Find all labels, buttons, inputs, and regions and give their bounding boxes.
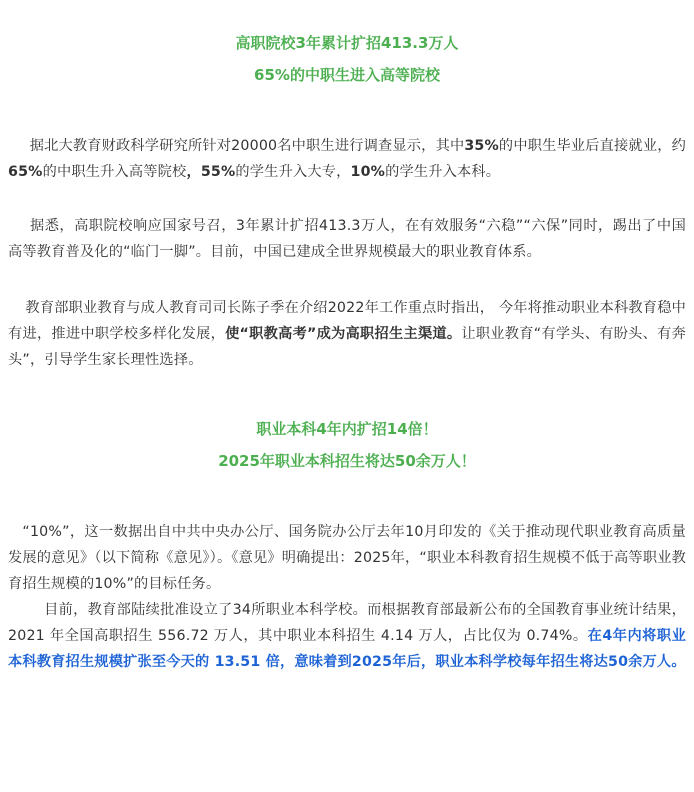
paragraph-survey: [8, 133, 686, 185]
paragraph-ministry: [8, 295, 686, 373]
paragraph-expansion: [8, 213, 686, 265]
section-heading-2: [8, 413, 686, 477]
para5-blue-highlight: 在4年内将职业本科教育招生规模扩张至今天的 13.51 倍，意味着到2025年后，职业本科学校每年招生将达50余万人。: [8, 628, 686, 670]
para1-bold-55: ，55%: [186, 164, 236, 180]
para1-text-5: 的学生升入本科。: [385, 164, 501, 180]
para1-bold-10: 10%: [350, 164, 386, 180]
para4-text: “10%”，这一数据出自中共中央办公厅、国务院办公厅去年10月印发的《关于推动现代职业教育高质量发展的意见》（以下简称《意见》）。《意见》明确提出：2025年，“职业本科教育招生规模不低于高等职业教育招生规模的10%”的目标任务。: [8, 524, 686, 592]
section-heading-1-line2: 65%的中职生进入高等院校: [254, 66, 440, 84]
para3-bold: 使“职教高考”成为高职招生主渠道。: [225, 326, 462, 342]
para3-text-1: 教育部职业教育与成人教育司司长陈子季在介绍2022年工作重点时指出， 今年将推动职业本科教育稳中有进，推进中职学校多样化发展，: [8, 300, 686, 342]
section-heading-1: [8, 0, 686, 91]
para5-text: 目前，教育部陆续批准设立了34所职业本科学校。而根据教育部最新公布的全国教育事业统计结果，2021 年全国高职招生 556.72 万人，其中职业本科招生 4.14 万人，占比仅为 0.74%。: [8, 602, 686, 644]
para1-text-3: 的中职生升入高等院校: [42, 164, 187, 180]
para1-text-2: 的中职生毕业后直接就业，约: [498, 138, 686, 154]
paragraph-ten-percent: [8, 519, 686, 597]
section-heading-2-line2: 2025年职业本科招生将达50余万人！: [218, 452, 476, 470]
para1-text-1: 据北大教育财政科学研究所针对20000名中职生进行调查显示，其中: [29, 138, 465, 154]
para1-bold-35: 35%: [464, 138, 499, 154]
para1-bold-65: 65%: [8, 164, 43, 180]
para3-text-2: 让职业教育“有学头、有盼头、有奔头”，引导学生家长理性选择。: [8, 326, 686, 368]
para2-text: 据悉，高职院校响应国家号召，3年累计扩招413.3万人，在有效服务“六稳”“六保”同时，踢出了中国高等教育普及化的“临门一脚”。目前，中国已建成全世界规模最大的职业教育体系。: [8, 218, 686, 260]
para1-text-4: 的学生升入大专，: [235, 164, 351, 180]
section-heading-2-line1: 职业本科4年内扩招14倍！: [256, 420, 438, 438]
paragraph-statistics: [8, 597, 686, 675]
section-heading-1-line1: 高职院校3年累计扩招413.3万人: [235, 34, 459, 52]
